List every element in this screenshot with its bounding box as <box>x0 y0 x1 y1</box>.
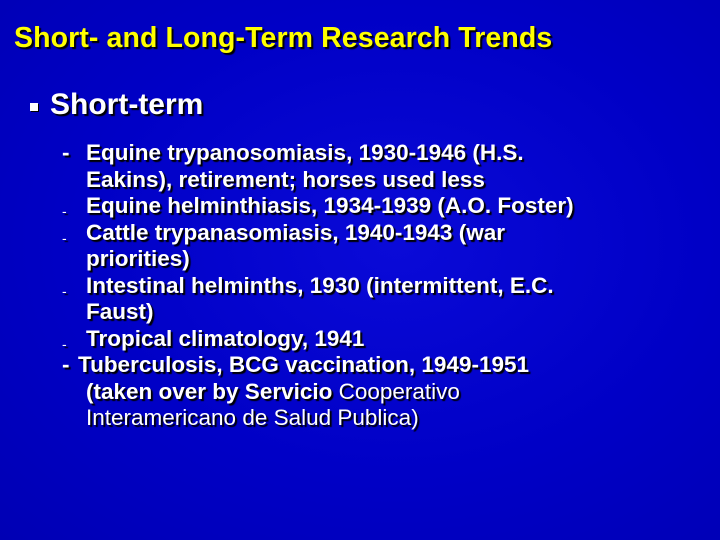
dash-marker: - <box>62 229 67 246</box>
list-item <box>0 273 720 326</box>
list-item <box>0 326 720 353</box>
dash-marker: - <box>62 140 70 165</box>
list-item <box>0 220 720 273</box>
item-line: Intestinal helminths, 1930 (intermittent, E.C. <box>86 272 554 298</box>
item-line: Equine helminthiasis, 1934-1939 (A.O. Foster) <box>86 193 574 218</box>
item-line: priorities) <box>86 246 190 271</box>
bullet-list <box>0 140 720 432</box>
dash-marker: - <box>62 335 67 352</box>
item-line-part: (taken over by Servicio <box>86 378 333 404</box>
item-line-part: Cooperativo <box>338 378 460 404</box>
item-line: Cattle trypanasomiasis, 1940-1943 (war <box>86 219 505 245</box>
list-item <box>0 352 720 432</box>
list-item <box>0 140 720 193</box>
list-item <box>0 193 720 220</box>
item-line: Eakins), retirement; horses used less <box>86 166 485 192</box>
dash-marker: - <box>62 352 70 377</box>
item-line: Interamericano de Salud Publica) <box>86 405 419 430</box>
item-line: Tuberculosis, BCG vaccination, 1949-1951 <box>78 352 530 377</box>
square-bullet-icon <box>30 103 38 111</box>
dash-marker: - <box>62 282 67 299</box>
item-line: Equine trypanosomiasis, 1930-1946 (H.S. <box>86 140 524 165</box>
item-line: Faust) <box>86 299 154 324</box>
item-line: Tropical climatology, 1941 <box>86 325 365 351</box>
item-line <box>0 379 720 406</box>
slide-title: Short- and Long-Term Research Trends <box>14 22 553 54</box>
dash-marker: - <box>62 203 67 219</box>
section-heading: Short-term <box>50 88 204 121</box>
